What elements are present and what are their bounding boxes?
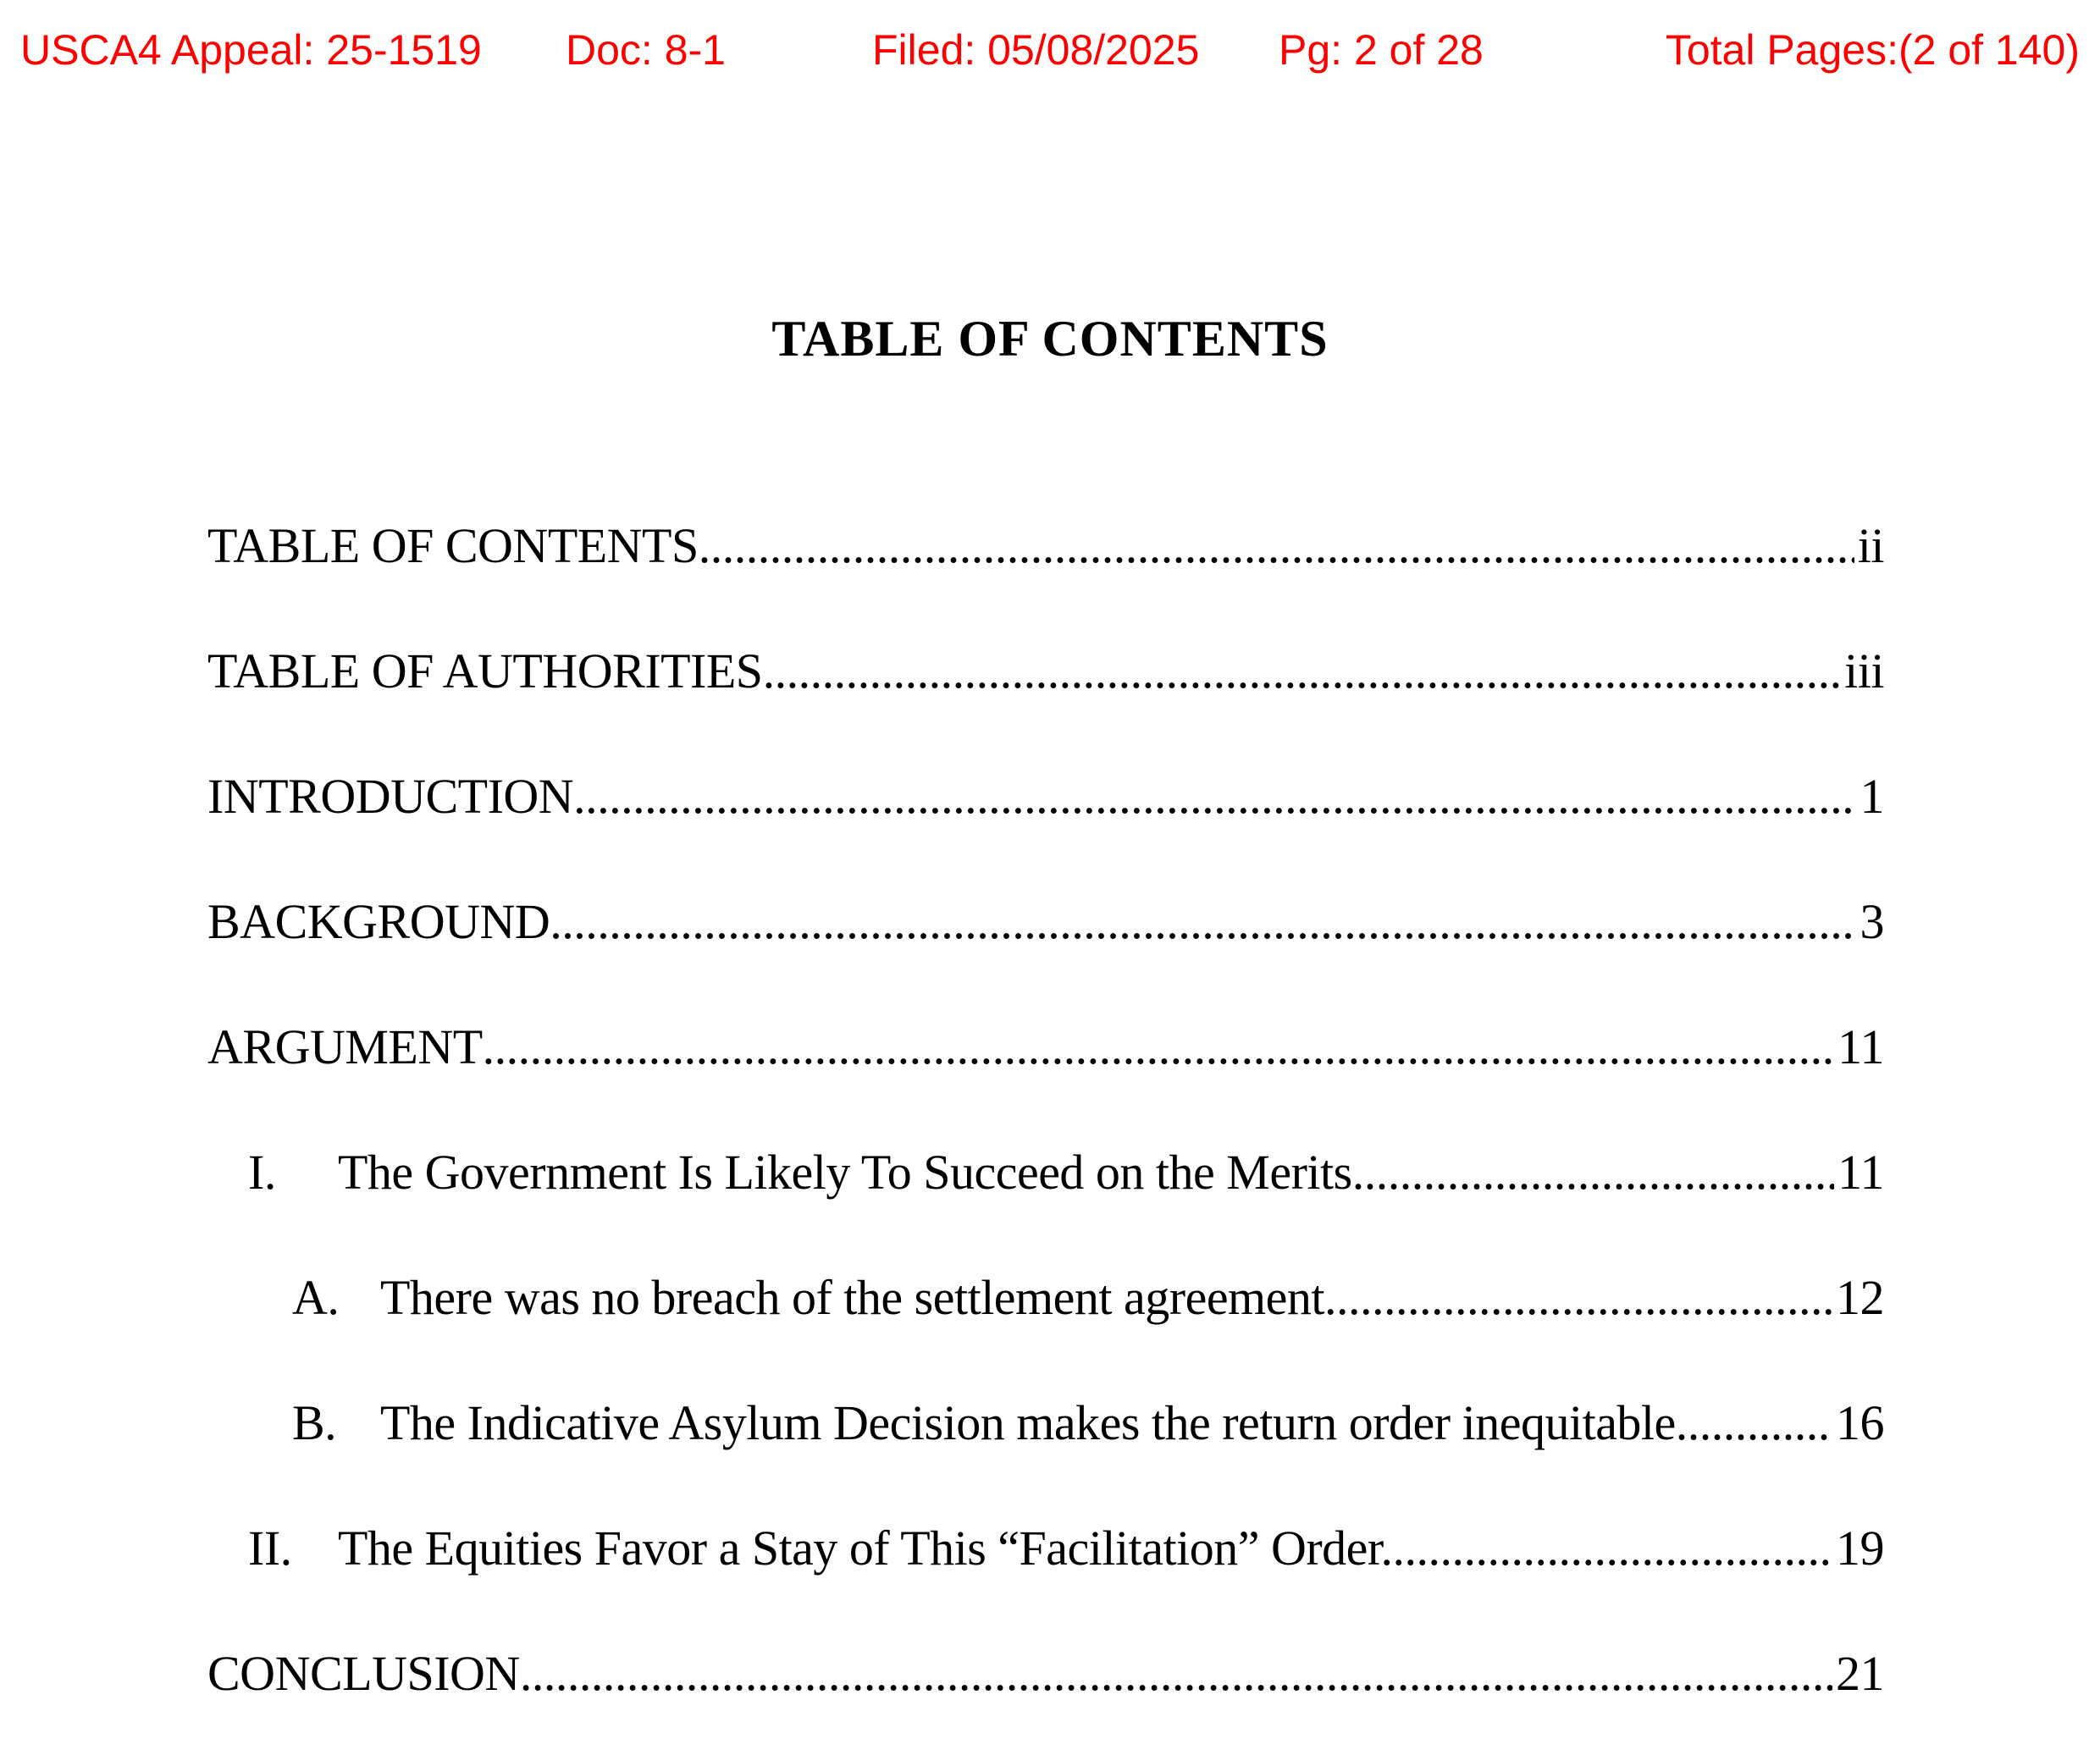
toc-entry-page: 11 [1838,1145,1884,1200]
toc-entry-text: TABLE OF AUTHORITIES [207,643,763,698]
toc-entry-number: I. [248,1145,276,1200]
toc-entry-background[interactable] [207,884,1884,1009]
dot-leader [699,508,1854,584]
dot-leader [573,759,1856,835]
toc-entry-table-of-authorities[interactable] [207,633,1884,759]
dot-leader [1352,1134,1834,1211]
toc-entry-argument-i-a[interactable] [207,1260,1884,1385]
toc-entry-argument[interactable] [207,1009,1884,1134]
toc-entry-text: INTRODUCTION [207,769,574,824]
toc-entry-page: 1 [1860,769,1884,824]
toc-list [207,508,1884,1761]
toc-entry-page: 3 [1860,894,1884,949]
dot-leader [1688,1385,1832,1461]
toc-entry-argument-ii[interactable] [207,1510,1884,1636]
toc-entry-page: 16 [1836,1395,1884,1450]
toc-entry-text: ARGUMENT [207,1019,483,1074]
dot-leader [550,884,1856,960]
header-filed-date: Filed: 05/08/2025 [872,26,1200,74]
toc-entry-number: II. [248,1521,292,1576]
filing-header [0,20,2100,80]
toc-entry-argument-i-b[interactable] [207,1385,1884,1510]
toc-entry-argument-i[interactable] [207,1134,1884,1260]
toc-entry-text: BACKGROUND [207,894,550,949]
toc-entry-text: The Equities Favor a Stay of This “Facilitation” Order. [338,1521,1393,1576]
toc-entry-page: iii [1844,643,1884,698]
dot-leader [1393,1510,1832,1587]
toc-entry-text: The Government Is Likely To Succeed on the Merits [338,1145,1352,1200]
dot-leader [483,1009,1834,1085]
toc-entry-text: TABLE OF CONTENTS [207,518,699,573]
toc-entry-page: 11 [1838,1019,1884,1074]
toc-entry-table-of-contents[interactable] [207,508,1884,633]
dot-leader [1336,1260,1832,1336]
dot-leader [520,1636,1832,1712]
toc-entry-introduction[interactable] [207,759,1884,884]
header-appeal-number: USCA4 Appeal: 25-1519 [20,26,482,74]
toc-entry-page: 19 [1836,1521,1884,1576]
toc-entry-text: CONCLUSION [207,1646,520,1701]
toc-entry-number: A. [292,1270,340,1325]
toc-entry-page: 12 [1836,1270,1884,1325]
dot-leader [763,633,1842,709]
header-page-number: Pg: 2 of 28 [1279,26,1484,74]
toc-entry-number: B. [292,1395,337,1450]
toc-entry-page: 21 [1836,1646,1884,1701]
header-doc-number: Doc: 8-1 [566,26,726,74]
toc-entry-text: The Indicative Asylum Decision makes the return order inequitable. [380,1395,1688,1450]
page-title: TABLE OF CONTENTS [771,311,1329,367]
toc-entry-text: There was no breach of the settlement agreement. [380,1270,1337,1325]
header-total-pages: Total Pages:(2 of 140) [1665,26,2080,74]
toc-entry-page: ii [1857,518,1884,573]
